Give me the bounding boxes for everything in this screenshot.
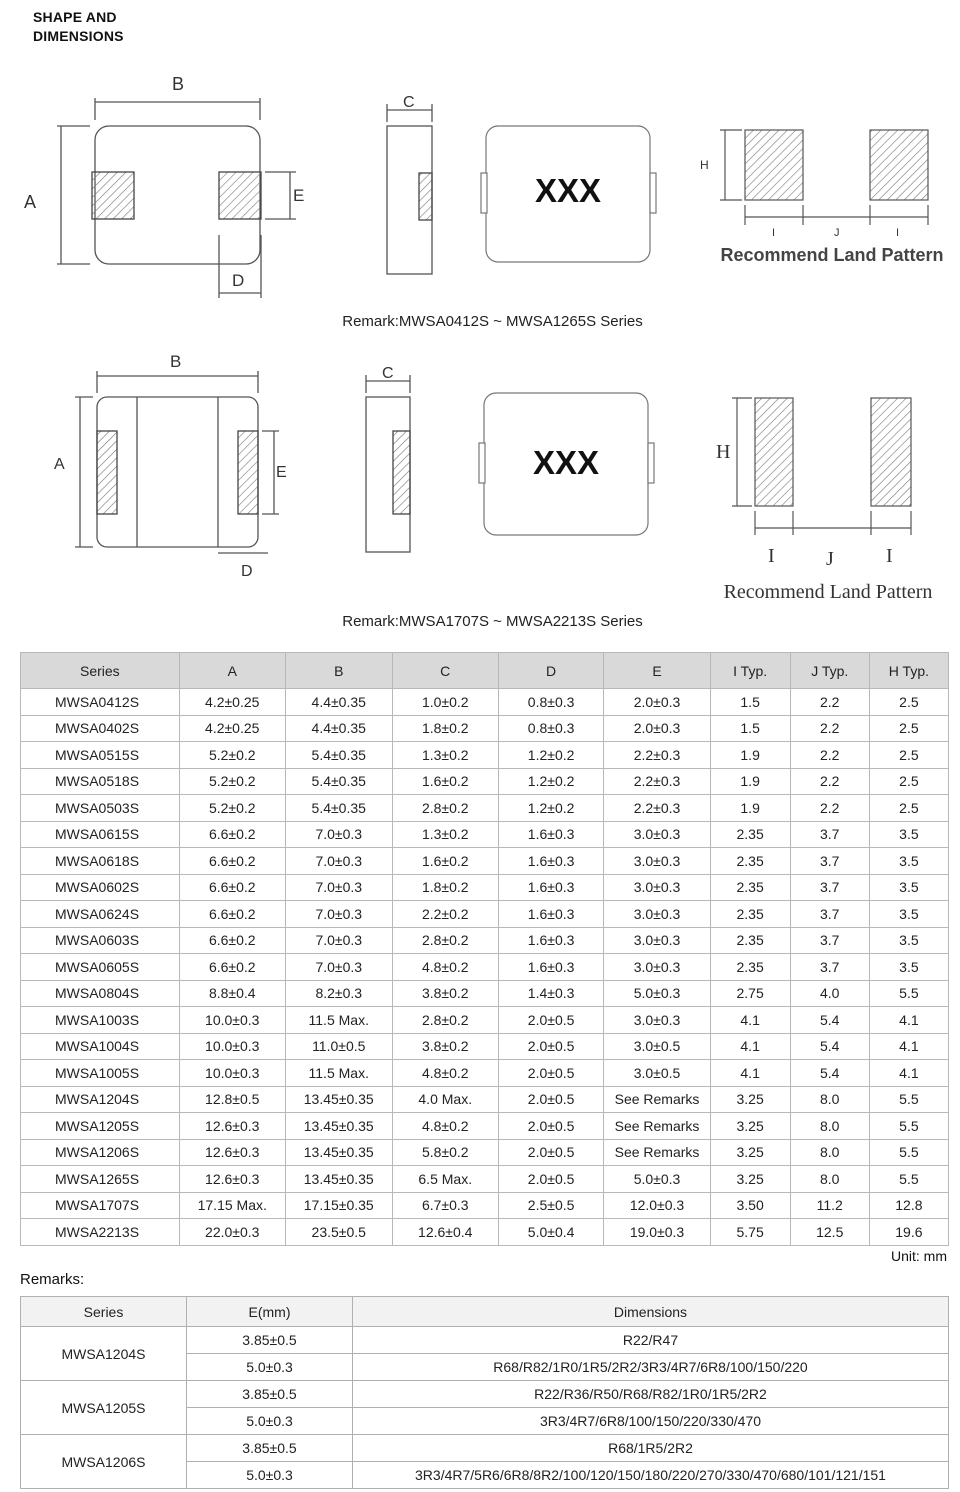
table-cell: 4.8±0.2 xyxy=(392,1113,498,1140)
table-cell: 5.4 xyxy=(790,1033,869,1060)
table-row xyxy=(21,1219,949,1246)
table-cell: MWSA0804S xyxy=(21,980,180,1007)
table-cell: 5.2±0.2 xyxy=(179,768,285,795)
table-cell: 1.6±0.3 xyxy=(498,901,604,928)
table-cell: 3.25 xyxy=(710,1086,790,1113)
table-cell: 2.5 xyxy=(869,768,948,795)
table-cell: 11.5 Max. xyxy=(285,1007,392,1034)
table-cell: 4.2±0.25 xyxy=(179,715,285,742)
table-cell: 3.5 xyxy=(869,927,948,954)
table-cell: 3.7 xyxy=(790,901,869,928)
table-cell: MWSA0615S xyxy=(21,821,180,848)
dim-label-a: A xyxy=(24,192,37,212)
table-cell: 3.5 xyxy=(869,848,948,875)
table-row xyxy=(21,1007,949,1034)
table-cell: 5.2±0.2 xyxy=(179,795,285,822)
top-view xyxy=(57,98,296,298)
dim-label-i-3: I xyxy=(768,545,775,567)
table-cell: 17.15±0.35 xyxy=(285,1192,392,1219)
table-cell: 5.5 xyxy=(869,980,948,1007)
table-cell: MWSA1004S xyxy=(21,1033,180,1060)
e-cell: 5.0±0.3 xyxy=(187,1408,353,1435)
table-cell: 1.6±0.2 xyxy=(392,768,498,795)
table-cell: 4.1 xyxy=(869,1060,948,1087)
table-cell: 3.8±0.2 xyxy=(392,980,498,1007)
table-row xyxy=(21,1086,949,1113)
dim-label-d-2: D xyxy=(241,563,253,580)
table-cell: 3.5 xyxy=(869,821,948,848)
table-cell: 2.2±0.2 xyxy=(392,901,498,928)
land-pattern-2 xyxy=(732,398,911,535)
table-row xyxy=(21,821,949,848)
table-row xyxy=(21,1033,949,1060)
table-cell: 6.6±0.2 xyxy=(179,821,285,848)
table-cell: 2.35 xyxy=(710,848,790,875)
e-cell: 3.85±0.5 xyxy=(187,1381,353,1408)
table-cell: 5.4±0.35 xyxy=(285,795,392,822)
table-cell: 3.0±0.3 xyxy=(604,821,710,848)
table-cell: 3.50 xyxy=(710,1192,790,1219)
remark-series-1: Remark:MWSA0412S ~ MWSA1265S Series xyxy=(342,313,643,330)
table-cell: 5.4±0.35 xyxy=(285,742,392,769)
table-row xyxy=(21,874,949,901)
table-cell: 3.0±0.3 xyxy=(604,874,710,901)
table-cell: 3.7 xyxy=(790,848,869,875)
table-cell: 4.8±0.2 xyxy=(392,954,498,981)
table-cell: 2.2±0.3 xyxy=(604,795,710,822)
table-cell: 5.5 xyxy=(869,1166,948,1193)
table-cell: 2.0±0.3 xyxy=(604,715,710,742)
table-cell: 8.0 xyxy=(790,1166,869,1193)
table-cell: 1.2±0.2 xyxy=(498,795,604,822)
remarks-title: Remarks: xyxy=(20,1271,85,1288)
table-cell: 3.5 xyxy=(869,954,948,981)
table-cell: MWSA1205S xyxy=(21,1113,180,1140)
table-cell: MWSA0605S xyxy=(21,954,180,981)
series-cell: MWSA1205S xyxy=(21,1381,187,1435)
table-cell: 19.6 xyxy=(869,1219,948,1246)
table-cell: 3.0±0.3 xyxy=(604,1007,710,1034)
table-cell: 6.6±0.2 xyxy=(179,927,285,954)
dimension-diagram-1 xyxy=(0,60,960,300)
table-cell: 8.0 xyxy=(790,1113,869,1140)
column-header: E(mm) xyxy=(187,1297,353,1327)
side-view-2 xyxy=(366,375,410,552)
table-cell: 2.8±0.2 xyxy=(392,795,498,822)
table-cell: 4.1 xyxy=(710,1060,790,1087)
spec-table-header xyxy=(21,653,949,689)
table-row xyxy=(21,1192,949,1219)
table-cell: 12.8 xyxy=(869,1192,948,1219)
dim-label-j: J xyxy=(834,227,840,239)
table-cell: MWSA0518S xyxy=(21,768,180,795)
table-cell: 3.25 xyxy=(710,1113,790,1140)
dim-label-d: D xyxy=(232,271,245,290)
table-cell: 2.8±0.2 xyxy=(392,1007,498,1034)
marking-text-2: XXX xyxy=(532,444,600,481)
table-cell: 2.35 xyxy=(710,927,790,954)
table-cell: 4.0 xyxy=(790,980,869,1007)
table-cell: 2.5±0.5 xyxy=(498,1192,604,1219)
table-cell: 19.0±0.3 xyxy=(604,1219,710,1246)
table-cell: 3.0±0.5 xyxy=(604,1033,710,1060)
table-cell: 2.2±0.3 xyxy=(604,742,710,769)
table-cell: 3.25 xyxy=(710,1139,790,1166)
side-view xyxy=(387,104,432,274)
table-cell: 6.7±0.3 xyxy=(392,1192,498,1219)
table-cell: 6.6±0.2 xyxy=(179,848,285,875)
table-cell: 6.6±0.2 xyxy=(179,954,285,981)
table-cell: MWSA1206S xyxy=(21,1139,180,1166)
table-cell: See Remarks xyxy=(604,1113,710,1140)
table-cell: 2.5 xyxy=(869,689,948,716)
table-cell: 12.6±0.3 xyxy=(179,1166,285,1193)
table-cell: 2.35 xyxy=(710,874,790,901)
table-cell: 7.0±0.3 xyxy=(285,848,392,875)
table-cell: 3.7 xyxy=(790,821,869,848)
dim-label-h-2: H xyxy=(716,441,731,463)
table-cell: 5.4 xyxy=(790,1007,869,1034)
table-cell: 12.5 xyxy=(790,1219,869,1246)
table-cell: MWSA2213S xyxy=(21,1219,180,1246)
column-header: E xyxy=(604,653,710,689)
land-pattern xyxy=(720,130,928,225)
table-cell: 1.6±0.2 xyxy=(392,848,498,875)
dim-label-j-2: J xyxy=(826,548,834,570)
table-cell: 1.6±0.3 xyxy=(498,927,604,954)
table-cell: 12.6±0.3 xyxy=(179,1139,285,1166)
table-cell: 8.2±0.3 xyxy=(285,980,392,1007)
table-cell: 1.3±0.2 xyxy=(392,821,498,848)
table-cell: MWSA0402S xyxy=(21,715,180,742)
table-cell: 11.2 xyxy=(790,1192,869,1219)
table-cell: 3.0±0.5 xyxy=(604,1060,710,1087)
table-cell: 2.35 xyxy=(710,901,790,928)
table-cell: 2.5 xyxy=(869,795,948,822)
column-header: Dimensions xyxy=(353,1297,949,1327)
table-cell: 12.6±0.3 xyxy=(179,1113,285,1140)
table-cell: 2.2 xyxy=(790,768,869,795)
table-cell: MWSA1204S xyxy=(21,1086,180,1113)
table-cell: 6.6±0.2 xyxy=(179,901,285,928)
table-cell: See Remarks xyxy=(604,1086,710,1113)
table-cell: 5.75 xyxy=(710,1219,790,1246)
table-cell: 5.0±0.3 xyxy=(604,1166,710,1193)
table-cell: 8.8±0.4 xyxy=(179,980,285,1007)
column-header: I Typ. xyxy=(710,653,790,689)
dim-label-i-4: I xyxy=(886,545,893,567)
table-row xyxy=(21,768,949,795)
table-cell: 6.6±0.2 xyxy=(179,874,285,901)
table-cell: 10.0±0.3 xyxy=(179,1033,285,1060)
table-cell: 1.8±0.2 xyxy=(392,715,498,742)
e-cell: 3.85±0.5 xyxy=(187,1435,353,1462)
table-cell: MWSA0624S xyxy=(21,901,180,928)
table-cell: 12.8±0.5 xyxy=(179,1086,285,1113)
marking-text: XXX xyxy=(534,172,602,209)
table-cell: 12.0±0.3 xyxy=(604,1192,710,1219)
table-cell: 3.0±0.3 xyxy=(604,927,710,954)
table-cell: 1.5 xyxy=(710,689,790,716)
table-cell: 1.9 xyxy=(710,742,790,769)
table-cell: 2.2±0.3 xyxy=(604,768,710,795)
table-cell: 3.0±0.3 xyxy=(604,901,710,928)
table-cell: 0.8±0.3 xyxy=(498,715,604,742)
table-cell: 4.1 xyxy=(710,1007,790,1034)
table-cell: 4.1 xyxy=(710,1033,790,1060)
table-cell: 4.8±0.2 xyxy=(392,1060,498,1087)
table-row xyxy=(21,1166,949,1193)
table-cell: 5.5 xyxy=(869,1113,948,1140)
table-cell: 4.1 xyxy=(869,1007,948,1034)
table-row xyxy=(21,1327,949,1354)
table-cell: 13.45±0.35 xyxy=(285,1086,392,1113)
table-cell: 7.0±0.3 xyxy=(285,927,392,954)
table-cell: 7.0±0.3 xyxy=(285,901,392,928)
table-cell: 2.2 xyxy=(790,795,869,822)
column-header: B xyxy=(285,653,392,689)
e-cell: 5.0±0.3 xyxy=(187,1354,353,1381)
table-cell: 1.6±0.3 xyxy=(498,874,604,901)
table-row xyxy=(21,689,949,716)
table-cell: 5.8±0.2 xyxy=(392,1139,498,1166)
section-heading: SHAPE AND DIMENSIONS xyxy=(33,9,124,44)
table-row xyxy=(21,1381,949,1408)
table-cell: 13.45±0.35 xyxy=(285,1139,392,1166)
e-cell: 5.0±0.3 xyxy=(187,1462,353,1489)
dimensions-cell: 3R3/4R7/5R6/6R8/8R2/100/120/150/180/220/270/330/470/680/101/121/151 xyxy=(353,1462,949,1489)
column-header: J Typ. xyxy=(790,653,869,689)
dim-label-i: I xyxy=(772,227,776,239)
table-cell: 1.0±0.2 xyxy=(392,689,498,716)
table-cell: 8.0 xyxy=(790,1086,869,1113)
table-row xyxy=(21,980,949,1007)
table-cell: 3.7 xyxy=(790,874,869,901)
table-cell: 5.0±0.3 xyxy=(604,980,710,1007)
table-cell: 2.2 xyxy=(790,715,869,742)
table-row xyxy=(21,742,949,769)
table-cell: 5.5 xyxy=(869,1086,948,1113)
dimensions-cell: R22/R36/R50/R68/R82/1R0/1R5/2R2 xyxy=(353,1381,949,1408)
dim-label-b: B xyxy=(172,74,185,94)
table-cell: 2.5 xyxy=(869,715,948,742)
table-cell: MWSA1003S xyxy=(21,1007,180,1034)
table-cell: 5.4±0.35 xyxy=(285,768,392,795)
column-header: Series xyxy=(21,1297,187,1327)
table-cell: 1.6±0.3 xyxy=(498,954,604,981)
table-cell: 13.45±0.35 xyxy=(285,1166,392,1193)
table-cell: 1.5 xyxy=(710,715,790,742)
table-cell: 2.2 xyxy=(790,689,869,716)
unit-note: Unit: mm xyxy=(891,1248,947,1264)
table-cell: MWSA0603S xyxy=(21,927,180,954)
table-cell: MWSA1265S xyxy=(21,1166,180,1193)
table-row xyxy=(21,848,949,875)
table-cell: 1.9 xyxy=(710,768,790,795)
remark-series-2: Remark:MWSA1707S ~ MWSA2213S Series xyxy=(342,613,643,630)
series-cell: MWSA1206S xyxy=(21,1435,187,1489)
dimension-diagram-2 xyxy=(0,345,960,610)
table-cell: MWSA1707S xyxy=(21,1192,180,1219)
table-cell: 5.0±0.4 xyxy=(498,1219,604,1246)
table-cell: MWSA0515S xyxy=(21,742,180,769)
table-cell: 2.8±0.2 xyxy=(392,927,498,954)
spec-table xyxy=(20,652,949,1246)
table-cell: 10.0±0.3 xyxy=(179,1060,285,1087)
table-cell: 12.6±0.4 xyxy=(392,1219,498,1246)
table-cell: 5.4 xyxy=(790,1060,869,1087)
table-cell: 11.5 Max. xyxy=(285,1060,392,1087)
table-cell: 3.7 xyxy=(790,954,869,981)
e-cell: 3.85±0.5 xyxy=(187,1327,353,1354)
table-cell: See Remarks xyxy=(604,1139,710,1166)
table-cell: MWSA0503S xyxy=(21,795,180,822)
table-row xyxy=(21,901,949,928)
table-cell: MWSA0602S xyxy=(21,874,180,901)
dim-label-h: H xyxy=(700,158,709,172)
table-cell: 3.5 xyxy=(869,901,948,928)
table-cell: 11.0±0.5 xyxy=(285,1033,392,1060)
table-cell: 0.8±0.3 xyxy=(498,689,604,716)
table-cell: 4.1 xyxy=(869,1033,948,1060)
top-view-2 xyxy=(75,371,279,553)
dim-label-b-2: B xyxy=(170,352,182,371)
table-cell: 3.0±0.3 xyxy=(604,954,710,981)
table-row xyxy=(21,954,949,981)
table-cell: 4.2±0.25 xyxy=(179,689,285,716)
table-cell: 3.0±0.3 xyxy=(604,848,710,875)
dim-label-a-2: A xyxy=(54,456,65,473)
table-row xyxy=(21,1435,949,1462)
remarks-table-header xyxy=(21,1297,949,1327)
table-cell: 7.0±0.3 xyxy=(285,954,392,981)
dim-label-c: C xyxy=(403,94,415,111)
dimensions-cell: R68/1R5/2R2 xyxy=(353,1435,949,1462)
table-cell: 22.0±0.3 xyxy=(179,1219,285,1246)
remarks-table xyxy=(20,1296,949,1489)
table-row xyxy=(21,1113,949,1140)
land-pattern-label-2: Recommend Land Pattern xyxy=(723,581,933,603)
table-cell: 2.0±0.3 xyxy=(604,689,710,716)
table-cell: 2.35 xyxy=(710,954,790,981)
table-cell: 7.0±0.3 xyxy=(285,874,392,901)
table-cell: 3.25 xyxy=(710,1166,790,1193)
table-cell: 2.0±0.5 xyxy=(498,1007,604,1034)
table-cell: 1.4±0.3 xyxy=(498,980,604,1007)
table-cell: MWSA1005S xyxy=(21,1060,180,1087)
dim-label-e: E xyxy=(293,186,305,205)
table-cell: 2.0±0.5 xyxy=(498,1086,604,1113)
table-cell: 23.5±0.5 xyxy=(285,1219,392,1246)
table-cell: 2.0±0.5 xyxy=(498,1113,604,1140)
table-cell: 1.6±0.3 xyxy=(498,848,604,875)
table-cell: 1.2±0.2 xyxy=(498,742,604,769)
table-cell: 4.0 Max. xyxy=(392,1086,498,1113)
dim-label-e-2: E xyxy=(276,464,287,481)
table-cell: 2.2 xyxy=(790,742,869,769)
table-cell: 3.5 xyxy=(869,874,948,901)
table-cell: 2.35 xyxy=(710,821,790,848)
table-row xyxy=(21,795,949,822)
table-cell: 10.0±0.3 xyxy=(179,1007,285,1034)
column-header: D xyxy=(498,653,604,689)
column-header: C xyxy=(392,653,498,689)
table-cell: 2.0±0.5 xyxy=(498,1060,604,1087)
dimensions-cell: R68/R82/1R0/1R5/2R2/3R3/4R7/6R8/100/150/220 xyxy=(353,1354,949,1381)
table-cell: 1.8±0.2 xyxy=(392,874,498,901)
table-cell: 3.8±0.2 xyxy=(392,1033,498,1060)
table-row xyxy=(21,1060,949,1087)
table-row xyxy=(21,927,949,954)
series-cell: MWSA1204S xyxy=(21,1327,187,1381)
table-cell: 1.3±0.2 xyxy=(392,742,498,769)
table-cell: 2.0±0.5 xyxy=(498,1166,604,1193)
table-cell: 17.15 Max. xyxy=(179,1192,285,1219)
dim-label-c-2: C xyxy=(382,365,394,382)
table-cell: 1.2±0.2 xyxy=(498,768,604,795)
table-cell: 2.0±0.5 xyxy=(498,1139,604,1166)
table-cell: 3.7 xyxy=(790,927,869,954)
column-header: Series xyxy=(21,653,180,689)
table-row xyxy=(21,1139,949,1166)
dim-label-i-2: I xyxy=(896,227,900,239)
table-cell: 4.4±0.35 xyxy=(285,689,392,716)
table-cell: 1.9 xyxy=(710,795,790,822)
table-cell: 13.45±0.35 xyxy=(285,1113,392,1140)
table-cell: 4.4±0.35 xyxy=(285,715,392,742)
table-cell: 7.0±0.3 xyxy=(285,821,392,848)
table-cell: 1.6±0.3 xyxy=(498,821,604,848)
dimensions-cell: 3R3/4R7/6R8/100/150/220/330/470 xyxy=(353,1408,949,1435)
column-header: A xyxy=(179,653,285,689)
column-header: H Typ. xyxy=(869,653,948,689)
table-cell: 6.5 Max. xyxy=(392,1166,498,1193)
dimensions-cell: R22/R47 xyxy=(353,1327,949,1354)
table-cell: 5.5 xyxy=(869,1139,948,1166)
table-cell: 2.75 xyxy=(710,980,790,1007)
table-cell: MWSA0618S xyxy=(21,848,180,875)
land-pattern-label: Recommend Land Pattern xyxy=(720,245,944,265)
table-cell: 2.0±0.5 xyxy=(498,1033,604,1060)
table-cell: 2.5 xyxy=(869,742,948,769)
table-cell: MWSA0412S xyxy=(21,689,180,716)
table-cell: 5.2±0.2 xyxy=(179,742,285,769)
table-cell: 8.0 xyxy=(790,1139,869,1166)
table-row xyxy=(21,715,949,742)
